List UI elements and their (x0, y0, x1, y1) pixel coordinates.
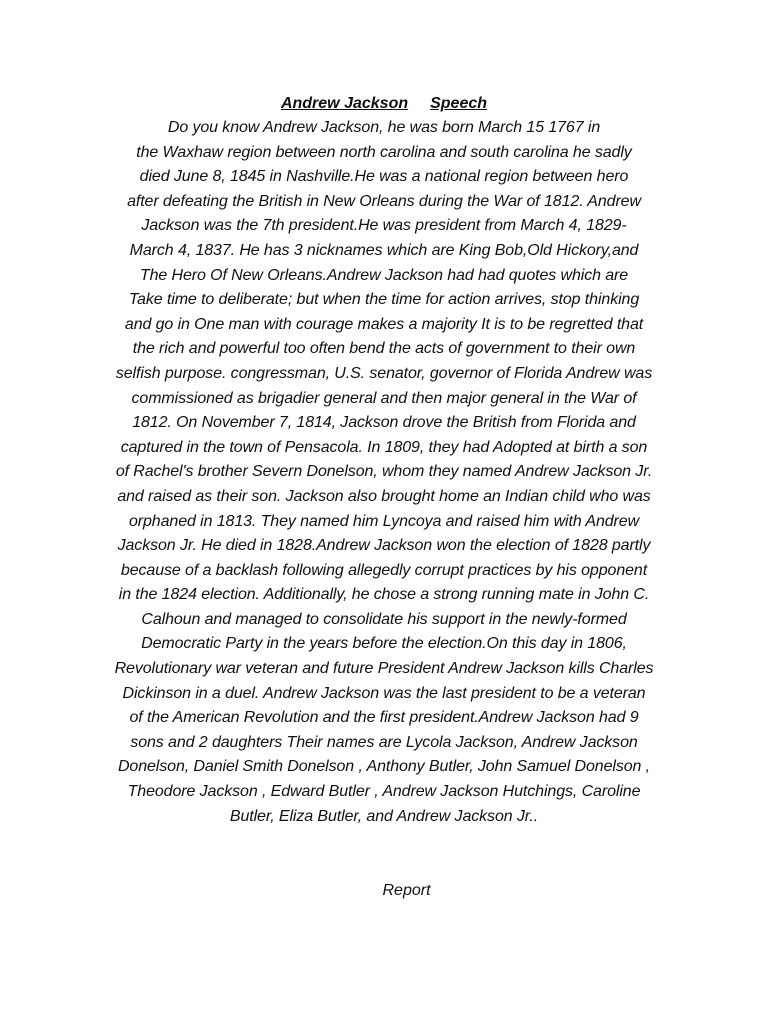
title-name: Andrew Jackson (280, 95, 409, 112)
speech-body: Do you know Andrew Jackson, he was born March 15 1767 in the Waxhaw region between north carolina and south carolina he sadly died June 8, 1845 in Nashville.He was a national region between hero after defeating the British in New Orleans during the War of 1812. Andrew Jackson was the 7th president.He was president from March 4, 1829- March 4, 1837. He has 3 nicknames which are King Bob,Old Hickory,and The Hero Of New Orleans.Andrew Jackson had had quotes which are Take time to deliberate; but when the time for action arrives, stop thinking and go in One man with courage makes a majority It is to be regretted that the rich and powerful too often bend the acts of government to their own selfish purpose. congressman, U.S. senator, governor of Florida Andrew was commissioned as brigadier general and then major general in the War of 1812. On November 7, 1814, Jackson drove the British from Florida and captured in the town of Pensacola. In 1809, they had Adopted at birth a son of Rachel's brother Severn Donelson, whom they named Andrew Jackson Jr. and raised as their son. Jackson also brought home an Indian child who was orphaned in 1813. They named him Lyncoya and raised him with Andrew Jackson Jr. He died in 1828.Andrew Jackson won the election of 1828 partly because of a backlash following allegedly corrupt practices by his opponent in the 1824 election. Additionally, he chose a strong running mate in John C. Calhoun and managed to consolidate his support in the newly-formed Democratic Party in the years before the election.On this day in 1806, Revolutionary war veteran and future President Andrew Jackson kills Charles Dickinson in a duel. Andrew Jackson was the last president to be a veteran of the American Revolution and the first president.Andrew Jackson had 9 sons and 2 daughters Their names are Lycola Jackson, Andrew Jackson Donelson, Daniel Smith Donelson , Anthony Butler, John Samuel Donelson , Theodore Jackson , Edward Butler , Andrew Jackson Hutchings, Caroline Butler, Eliza Butler, and Andrew Jackson Jr.. (114, 119, 654, 825)
footer-label: Report (382, 882, 431, 899)
document-title (0, 93, 768, 115)
title-word: Speech (430, 95, 488, 112)
